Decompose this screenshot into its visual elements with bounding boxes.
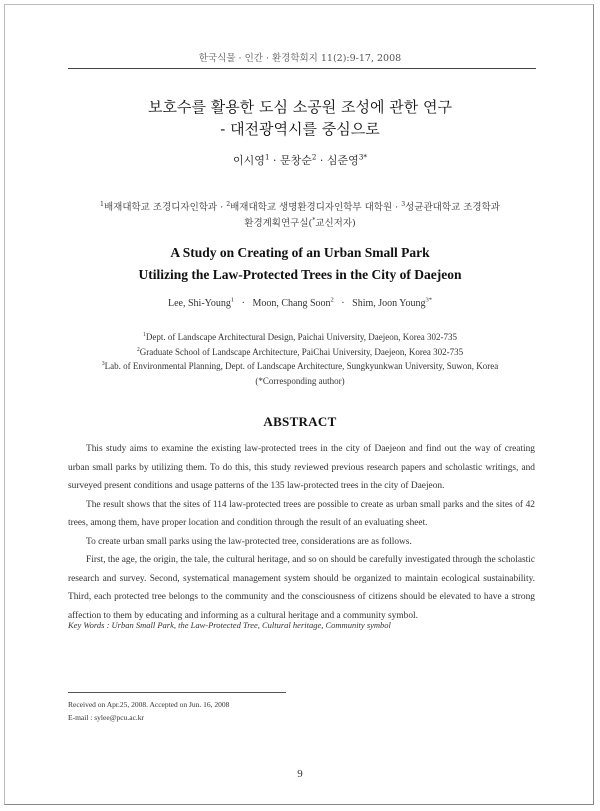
aff-text: 배재대학교 생명환경디자인학부 대학원 · <box>230 202 402 213</box>
korean-authors <box>0 152 600 168</box>
abstract-paragraph: This study aims to examine the existing law-protected trees in the city of Daejeon and find out the way of creating urban small parks by utilizing them. To do this, this study reviewed previous research papers and scholastic writings, and surveyed present conditions and usage patterns of the 135 law-protected trees in the city of Daejeon. <box>68 444 535 491</box>
korean-author-1: 이시영 <box>233 154 265 167</box>
aff-sup: 2 <box>226 200 231 208</box>
korean-author-2: 문창순 <box>279 154 312 167</box>
korean-title <box>0 96 600 140</box>
aff-sup: 1 <box>143 332 146 338</box>
aff-text: 교신저자) <box>315 218 356 229</box>
aff-sup: 1 <box>100 200 104 208</box>
abstract-heading: ABSTRACT <box>263 414 337 429</box>
english-authors <box>0 298 600 309</box>
journal-header: 한국식물 · 인간 · 환경학회지 11(2):9-17, 2008 <box>198 53 402 64</box>
footnote <box>68 698 368 724</box>
abstract-paragraph: To create urban small parks using the law-protected tree, considerations are as follows. <box>86 536 412 547</box>
author-separator: · <box>241 298 245 309</box>
corresponding-author-note <box>0 374 600 389</box>
english-author-2: Moon, Chang Soon <box>252 298 331 309</box>
aff-sup: 3 <box>401 200 406 208</box>
english-title-line2: Utilizing the Law-Protected Trees in the City of Daejeon <box>138 267 462 282</box>
korean-title-line2: - 대전광역시를 중심으로 <box>220 120 380 138</box>
email: E-mail : sylee@pcu.ac.kr <box>68 713 145 722</box>
aff-text: 배재대학교 조경디자인학과 · <box>103 202 227 213</box>
author-separator: · <box>341 298 345 309</box>
english-title <box>0 242 600 286</box>
english-author-2-sup: 2 <box>330 296 334 304</box>
aff-text: (*Corresponding author) <box>255 375 345 386</box>
aff-text: Graduate School of Landscape Architecture, PaiChai University, Daejeon, Korea 302-735 <box>139 346 464 357</box>
english-author-3-sup: 3* <box>425 296 432 304</box>
korean-author-3-sup: 3* <box>358 152 367 162</box>
abstract-paragraph: First, the age, the origin, the tale, the cultural heritage, and so on should be carefully investigated through the scholastic research and survey. Second, systematical management system should be organized to maintain ecological sustainability. Third, each protected tree belongs to the community and the consciousness of citizens should be elevated to have a strong affection to them by educating and informing as a cultural heritage and a community symbol. <box>68 555 535 621</box>
page-number: 9 <box>297 768 303 780</box>
keywords: Key Words : Urban Small Park, the Law-Protected Tree, Cultural heritage, Community symbol <box>68 620 391 630</box>
korean-author-3: 심준영 <box>326 154 359 167</box>
english-author-1: Lee, Shi-Young <box>168 298 231 309</box>
korean-affiliation-line2 <box>0 216 600 232</box>
header-rule <box>68 68 536 69</box>
english-author-3: Shim, Joon Young <box>352 298 426 309</box>
aff-text: Lab. of Environmental Planning, Dept. of Landscape Architecture, Sungkyunkwan University, Suwon, Korea <box>104 361 499 371</box>
korean-title-line1: 보호수를 활용한 도심 소공원 조성에 관한 연구 <box>148 98 452 116</box>
abstract-paragraph: The result shows that the sites of 114 law-protected trees are possible to create as urban small parks and the sites of 42 trees, among them, have proper location and condition through the result of an evaluating sheet. <box>68 499 535 528</box>
korean-affiliation-line1 <box>0 200 600 216</box>
aff-sup: * <box>312 216 316 224</box>
english-affiliation-2 <box>0 345 600 360</box>
korean-affiliations <box>0 200 600 232</box>
english-author-1-sup: 1 <box>230 296 235 304</box>
english-affiliation-3 <box>0 359 600 374</box>
author-separator: · <box>269 154 280 167</box>
english-affiliations <box>0 330 600 388</box>
aff-text: Dept. of Landscape Architectural Design, Paichai University, Daejeon, Korea 302-735 <box>145 332 457 342</box>
korean-author-2-sup: 2 <box>311 152 317 162</box>
english-affiliation-1 <box>0 330 600 345</box>
abstract-body <box>68 440 535 625</box>
korean-author-1-sup: 1 <box>264 152 270 162</box>
received-date: Received on Apr.25, 2008. Accepted on Jun. 16, 2008 <box>68 700 230 709</box>
aff-sup: 3 <box>101 361 105 367</box>
footnote-rule <box>68 692 286 693</box>
aff-text: 환경계획연구실( <box>244 218 313 229</box>
aff-sup: 2 <box>136 346 140 353</box>
english-title-line1: A Study on Creating of an Urban Small Park <box>170 245 430 260</box>
author-separator: · <box>316 154 327 167</box>
aff-text: 성균관대학교 조경학과 <box>405 202 500 213</box>
